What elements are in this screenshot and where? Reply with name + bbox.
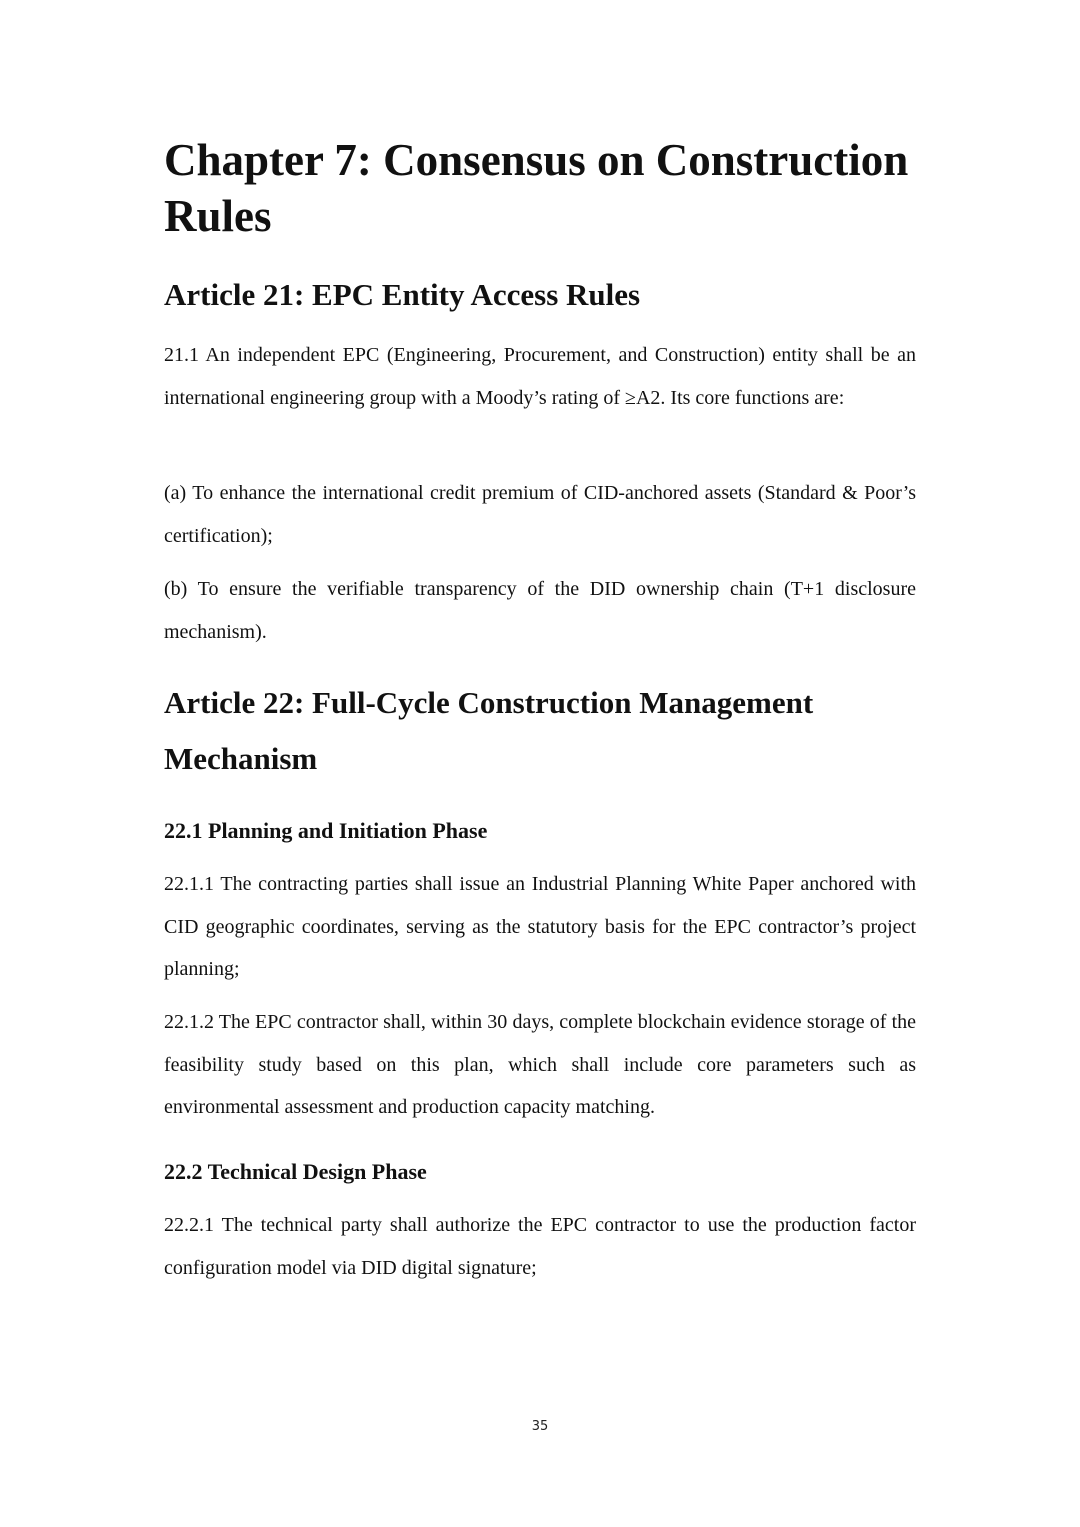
section-22-2-paragraph-1: 22.2.1 The technical party shall authorize the EPC contractor to use the production factor configuration model via DID digital signature; [164, 1214, 916, 1279]
section-22-1-heading: 22.1 Planning and Initiation Phase [164, 818, 488, 843]
section-22-1-paragraph-1: 22.1.1 The contracting parties shall issue an Industrial Planning White Paper anchored with CID geographic coordinates, serving as the statutory basis for the EPC contractor’s project planning; [164, 873, 916, 980]
article-22-heading: Article 22: Full-Cycle Construction Management Mechanism [164, 685, 814, 776]
article-21-heading: Article 21: EPC Entity Access Rules [164, 277, 641, 312]
page-number: 35 [531, 1419, 549, 1434]
article-21-paragraph-1: 21.1 An independent EPC (Engineering, Procurement, and Construction) entity shall be an international engineering group with a Moody’s rating of ≥A2. Its core functions are: [164, 344, 916, 409]
section-22-2-heading: 22.2 Technical Design Phase [164, 1159, 427, 1184]
section-22-1-paragraph-2: 22.1.2 The EPC contractor shall, within 30 days, complete blockchain evidence storage of the feasibility study based on this plan, which shall include core parameters such as environmental assessment and production capacity matching. [164, 1011, 916, 1118]
article-21-paragraph-3: (b) To ensure the verifiable transparency of the DID ownership chain (T+1 disclosure mechanism). [164, 578, 916, 643]
chapter-title: Chapter 7: Consensus on Construction Rules [164, 135, 909, 241]
article-21-paragraph-2: (a) To enhance the international credit premium of CID-anchored assets (Standard & Poor’s certification); [164, 482, 916, 547]
